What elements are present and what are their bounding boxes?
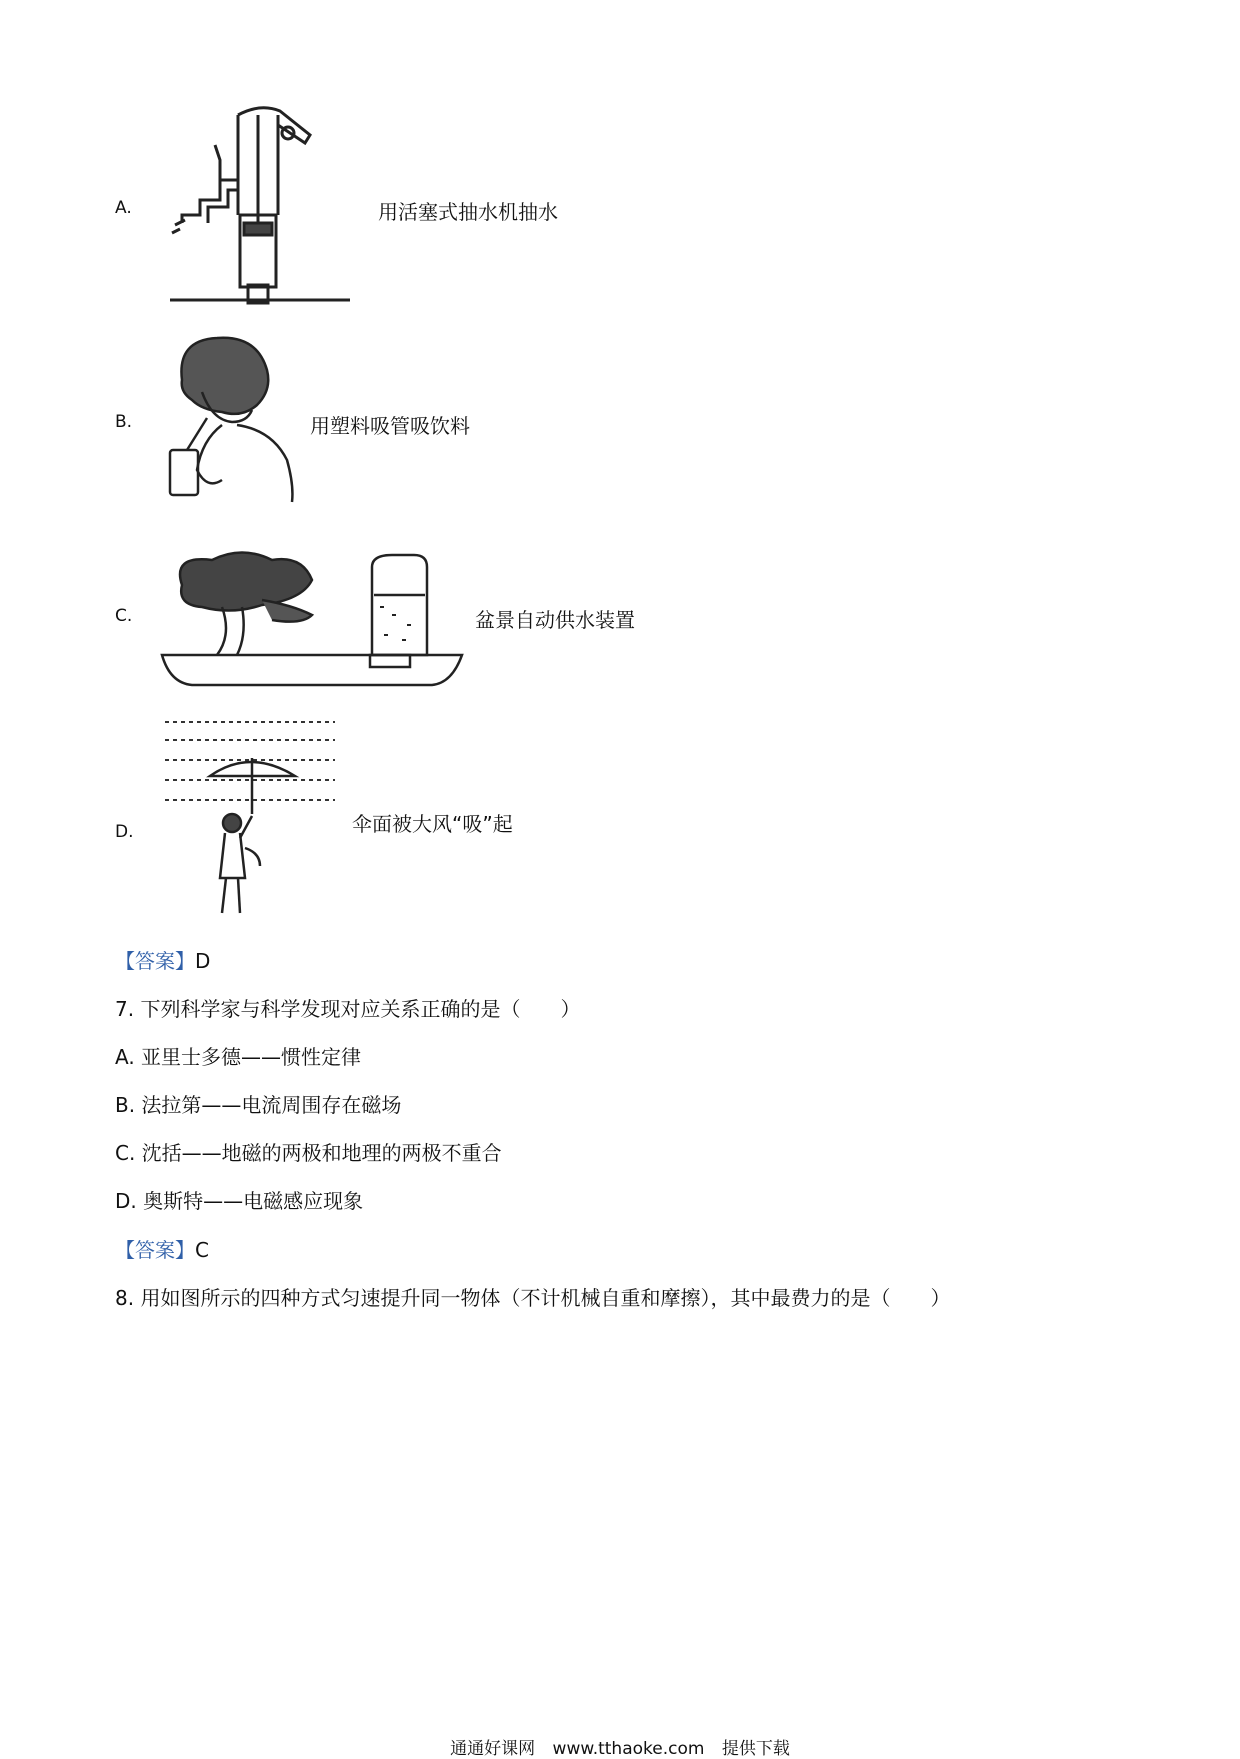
child-drinking-straw-drawing [162,330,302,505]
page-footer [0,1734,1240,1759]
answer-value: C [195,1238,209,1262]
piston-pump-drawing [160,105,355,310]
option-b-letter: B. [115,412,133,432]
footer-site-name: 通通好课网 [450,1739,536,1759]
q7-option-b: B. 法拉第——电流周围存在磁场 [115,1093,402,1117]
answer-bracket: 【答案】 [115,1238,195,1262]
q7-option-c: C. 沈括——地磁的两极和地理的两极不重合 [115,1141,502,1165]
q7-option-a: A. 亚里士多德——惯性定律 [115,1045,362,1069]
option-c-letter: C. [115,606,133,626]
q7-option-d: D. 奥斯特——电磁感应现象 [115,1189,364,1213]
answer-value: D [195,949,211,973]
option-a-text: 用活塞式抽水机抽水 [378,200,558,224]
option-d-letter: D. [115,822,134,842]
option-a-letter: A. [115,198,132,218]
footer-url: www.tthaoke.com [552,1739,705,1759]
option-b-text: 用塑料吸管吸饮料 [310,414,470,438]
option-d-text: 伞面被大风“吸”起 [352,812,513,836]
answer-bracket: 【答案】 [115,949,195,973]
q7-stem: 7. 下列科学家与科学发现对应关系正确的是（ ） [115,997,581,1021]
q7-answer [115,1234,209,1263]
option-c-text: 盆景自动供水装置 [475,608,635,632]
umbrella-wind-drawing [160,718,340,923]
q6-answer [115,945,210,974]
bonsai-water-supply-drawing [152,545,472,695]
footer-note: 提供下载 [721,1739,790,1759]
q8-stem: 8. 用如图所示的四种方式匀速提升同一物体（不计机械自重和摩擦），其中最费力的是（ ） [115,1286,951,1310]
